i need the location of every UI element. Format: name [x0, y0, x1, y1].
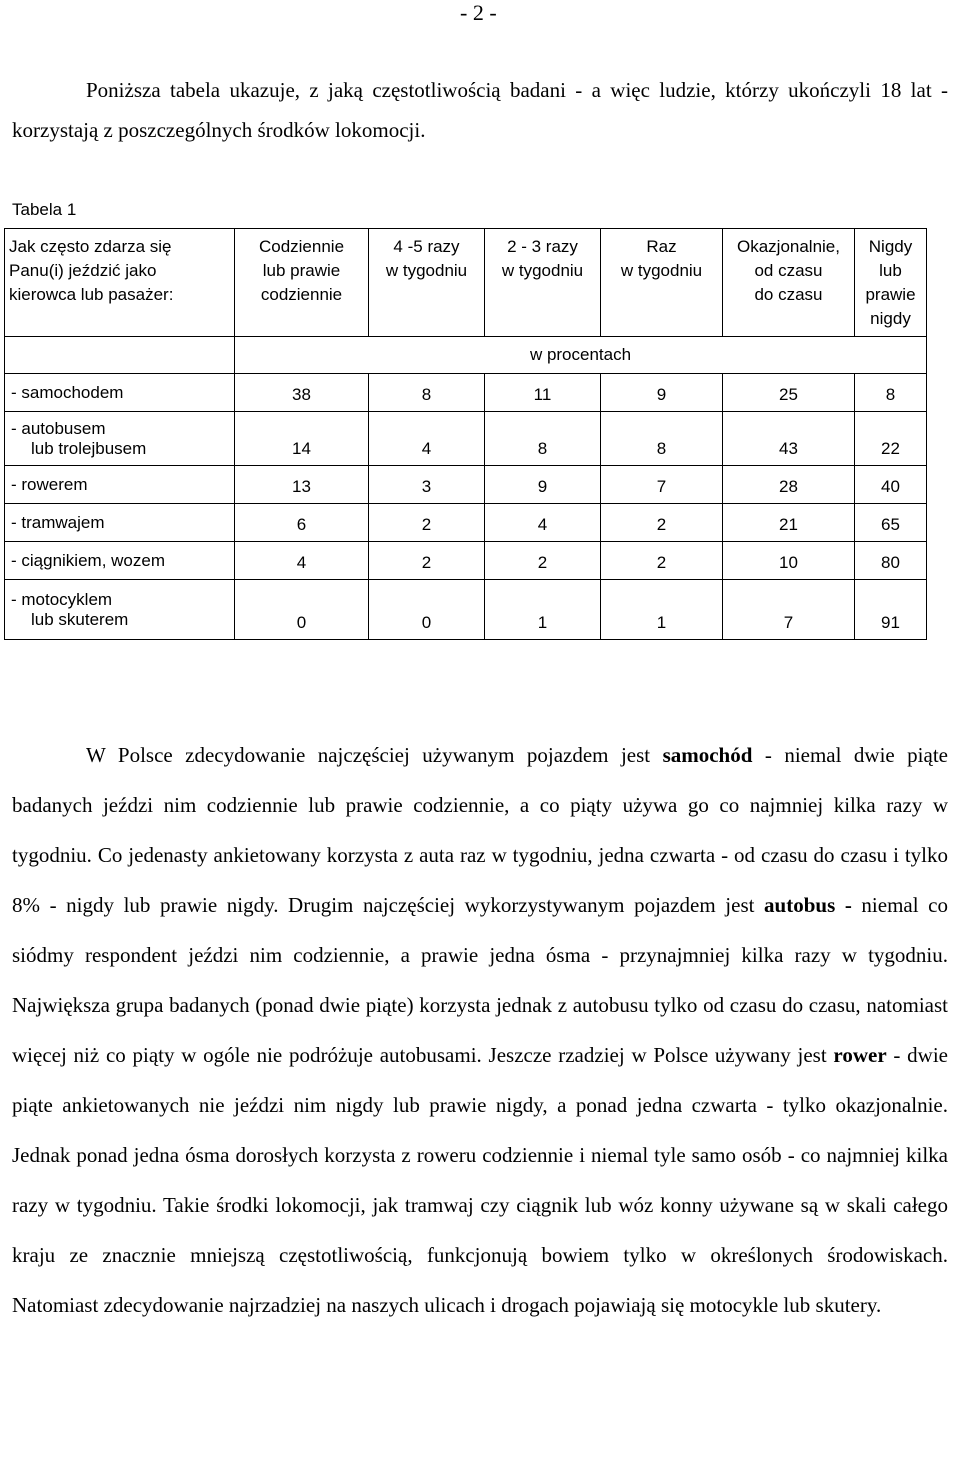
table-cell: 7: [601, 466, 723, 504]
table-cell: 10: [723, 542, 855, 580]
row-label-line: - rowerem: [11, 474, 88, 494]
row-label-line: - motocyklem: [11, 589, 113, 609]
table-cell: 80: [855, 542, 927, 580]
table-cell: 8: [485, 412, 601, 466]
table-cell: 22: [855, 412, 927, 466]
header-line: Panu(i) jeździć jako: [9, 261, 157, 280]
row-label-line: - ciągnikiem, wozem: [11, 550, 165, 570]
row-label: [5, 504, 235, 542]
table-cell: 2: [369, 504, 485, 542]
row-label-line: - samochodem: [11, 382, 124, 402]
row-label: [5, 374, 235, 412]
table-cell: 4: [369, 412, 485, 466]
row-label: [5, 466, 235, 504]
table-cell: 6: [235, 504, 369, 542]
question-header: [5, 229, 235, 337]
table-row: [5, 580, 927, 640]
unit-row: [5, 337, 927, 374]
col-header-never: [855, 229, 927, 337]
table-cell: 0: [235, 580, 369, 640]
header-line: codziennie: [260, 285, 343, 304]
table-row: [5, 374, 927, 412]
table-cell: 0: [369, 580, 485, 640]
row-label-line: lub skuterem: [31, 609, 129, 629]
header-line: Jak często zdarza się: [9, 237, 172, 256]
table-cell: 4: [485, 504, 601, 542]
header-line: lub: [879, 261, 902, 280]
unit-row-blank: [5, 337, 235, 374]
table-cell: 3: [369, 466, 485, 504]
table-cell: 43: [723, 412, 855, 466]
header-line: Codziennie: [258, 237, 345, 256]
header-line: w tygodniu: [501, 261, 584, 280]
table-cell: 28: [723, 466, 855, 504]
table-cell: 38: [235, 374, 369, 412]
table-header-row: [5, 229, 927, 337]
table-cell: 2: [601, 504, 723, 542]
bold-autobus: autobus -: [764, 893, 852, 917]
table-cell: 8: [369, 374, 485, 412]
header-line: kierowca lub pasażer:: [9, 285, 174, 304]
header-line: 2 - 3 razy: [507, 237, 578, 256]
table-body: [5, 374, 927, 640]
table-cell: 9: [485, 466, 601, 504]
table-row: [5, 504, 927, 542]
table-cell: 1: [601, 580, 723, 640]
header-line: od czasu: [754, 261, 823, 280]
table-cell: 14: [235, 412, 369, 466]
bold-samochod: samochód: [662, 743, 753, 767]
table-cell: 2: [369, 542, 485, 580]
header-line: 4 -5 razy: [393, 237, 460, 256]
table-cell: 2: [601, 542, 723, 580]
table-row: [5, 412, 927, 466]
row-label-line: - autobusem: [11, 418, 106, 438]
table-cell: 65: [855, 504, 927, 542]
row-label-line: lub trolejbusem: [31, 438, 147, 458]
unit-label: w procentach: [235, 337, 927, 374]
row-label: [5, 580, 235, 640]
table-cell: 1: [485, 580, 601, 640]
table-cell: 8: [601, 412, 723, 466]
table-cell: 13: [235, 466, 369, 504]
intro-paragraph: Poniższa tabela ukazuje, z jaką częstotliwością badani - a więc ludzie, którzy ukończyli 18 lat - korzystają z poszczególnych środków lokomocji.: [12, 78, 948, 142]
bold-rower: rower: [833, 1043, 887, 1067]
table-caption: Tabela 1: [12, 200, 77, 219]
table-cell: 9: [601, 374, 723, 412]
table-row: [5, 466, 927, 504]
table-cell: 40: [855, 466, 927, 504]
frequency-table: [4, 228, 927, 640]
row-label: [5, 412, 235, 466]
table-row: [5, 542, 927, 580]
table-cell: 7: [723, 580, 855, 640]
header-line: w tygodniu: [620, 261, 703, 280]
table-cell: 91: [855, 580, 927, 640]
header-line: do czasu: [754, 285, 823, 304]
header-line: Nigdy: [868, 237, 913, 256]
body-paragraph: W Polsce zdecydowanie najczęściej używanym pojazdem jest samochód - niemal dwie piąte badanych jeździ nim codziennie lub prawie codziennie, a co piąty używa go co najmniej kilka razy w tygodniu. Co jedenasty ankietowany korzysta z auta raz w tygodniu, jedna czwarta - od czasu do czasu i tylko 8% - nigdy lub prawie nigdy. Drugim najczęściej wykorzystywanym pojazdem jest autobus - niemal co siódmy respondent jeździ nim codziennie, a prawie jedna ósma - przynajmniej kilka razy w tygodniu. Największa grupa badanych (ponad dwie piąte) korzysta jednak z autobusu tylko od czasu do czasu, natomiast więcej niż co piąty w ogóle nie podróżuje autobusami. Jeszcze rzadziej w Polsce używany jest rower - dwie piąte ankietowanych nie jeździ nim nigdy lub prawie nigdy, a ponad jedna czwarta - tylko okazjonalnie. Jednak ponad jedna ósma dorosłych korzysta z roweru codziennie i niemal tyle samo osób - co najmniej kilka razy w tygodniu. Takie środki lokomocji, jak tramwaj czy ciągnik lub wóz konny używane są w skali całego kraju ze znacznie mniejszą częstotliwością, funkcjonują bowiem tylko w określonych środowiskach. Natomiast zdecydowanie najrzadziej na naszych ulicach i drogach pojawiają się motocykle lub skutery.: [12, 743, 948, 1317]
header-line: nigdy: [870, 309, 911, 328]
header-line: prawie: [865, 285, 916, 304]
header-line: Okazjonalnie,: [736, 237, 840, 256]
header-line: lub prawie: [262, 261, 341, 280]
col-header-2-3: [485, 229, 601, 337]
header-line: Raz: [646, 237, 677, 256]
col-header-daily: [235, 229, 369, 337]
table-cell: 8: [855, 374, 927, 412]
row-label-line: - tramwajem: [11, 512, 105, 532]
table-cell: 21: [723, 504, 855, 542]
table-cell: 25: [723, 374, 855, 412]
table-cell: 2: [485, 542, 601, 580]
col-header-occasional: [723, 229, 855, 337]
col-header-once: [601, 229, 723, 337]
row-label: [5, 542, 235, 580]
table-cell: 4: [235, 542, 369, 580]
table-cell: 11: [485, 374, 601, 412]
header-line: w tygodniu: [385, 261, 468, 280]
col-header-4-5: [369, 229, 485, 337]
